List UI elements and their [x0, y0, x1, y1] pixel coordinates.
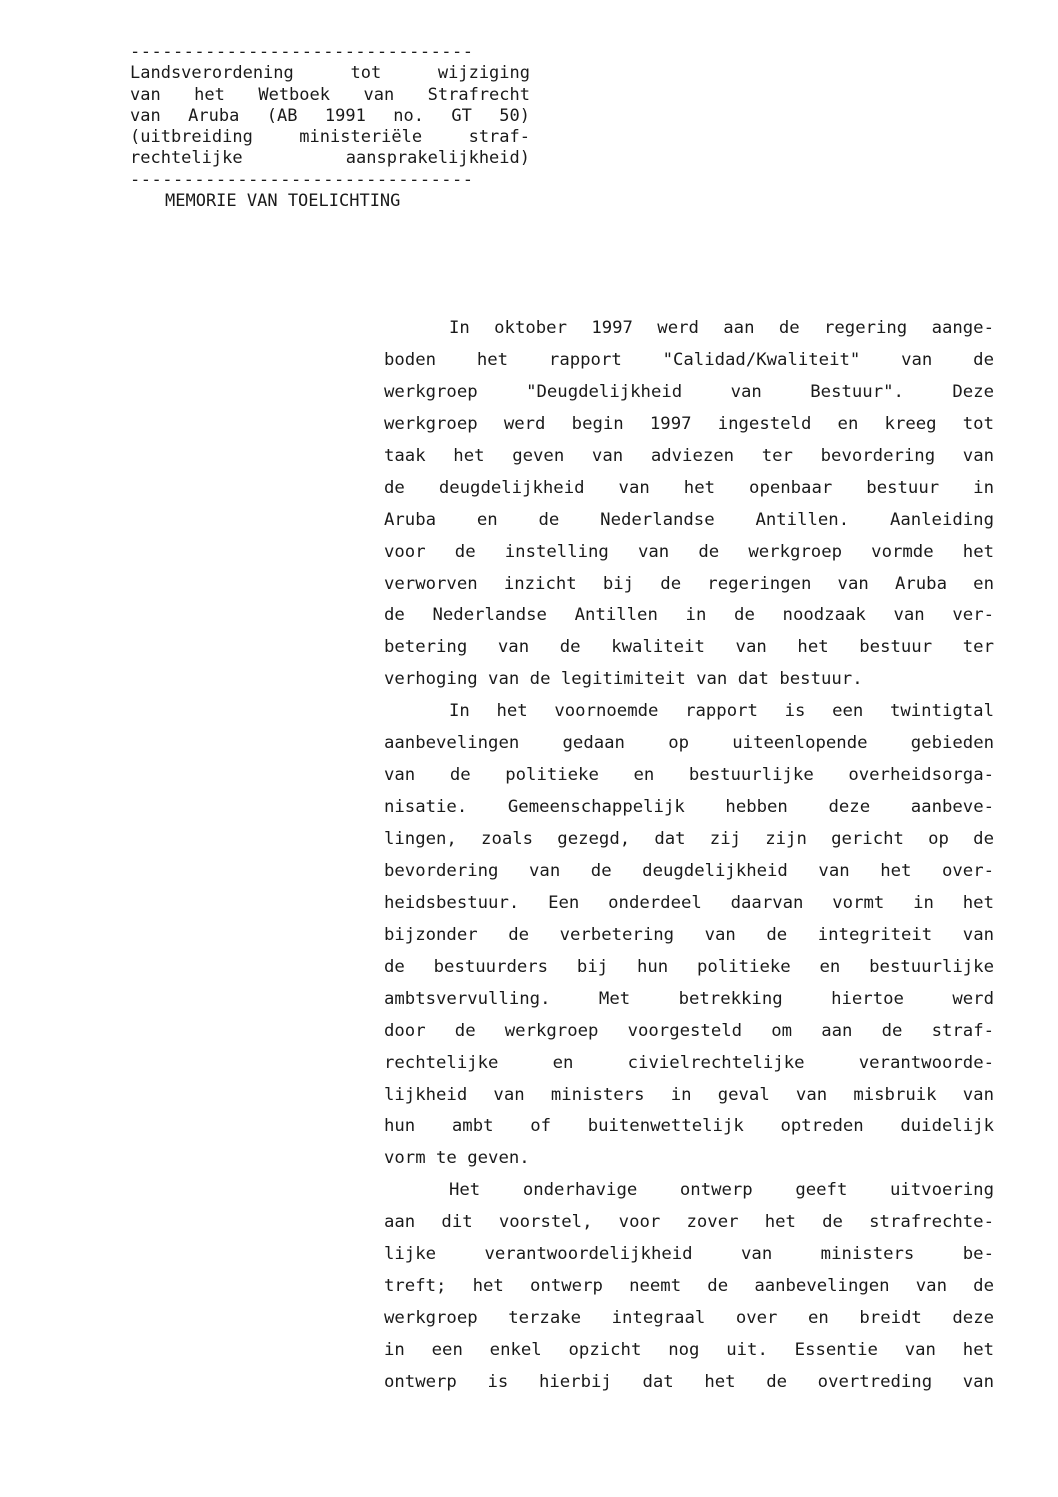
text-line: Het onderhavige ontwerp geeft uitvoering — [449, 1180, 994, 1201]
document-body — [384, 313, 994, 1399]
text-line: de bestuurders bij hun politieke en bestuurlijke — [384, 956, 994, 977]
paragraph-2 — [384, 696, 994, 1175]
text-line: lijke verantwoordelijkheid van ministers be- — [384, 1244, 994, 1265]
text-line: vorm te geven. — [384, 1148, 530, 1169]
text-line: werkgroep "Deugdelijkheid van Bestuur". Deze — [384, 381, 994, 402]
text-line: aan dit voorstel, voor zover het de strafrechte- — [384, 1212, 994, 1233]
text-line: In het voornoemde rapport is een twintigtal — [449, 701, 994, 722]
text-line: lingen, zoals gezegd, dat zij zijn gericht op de — [384, 829, 994, 849]
text-line: door de werkgroep voorgesteld om aan de straf- — [384, 1020, 994, 1041]
text-line: heidsbestuur. Een onderdeel daarvan vormt in het — [384, 892, 994, 913]
text-line: ambtsvervulling. Met betrekking hiertoe werd — [384, 988, 994, 1009]
text-line: van de politieke en bestuurlijke overheidsorga- — [384, 765, 994, 786]
text-line: rechtelijke en civielrechtelijke verantwoorde- — [384, 1052, 994, 1073]
text-line: de deugdelijkheid van het openbaar bestuur in — [384, 477, 994, 498]
title-line: rechtelijke aansprakelijkheid) — [130, 148, 530, 169]
text-line: In oktober 1997 werd aan de regering aange- — [449, 318, 994, 338]
header-rule-bottom: -------------------------------- — [130, 169, 474, 190]
text-line: nisatie. Gemeenschappelijk hebben deze aanbeve- — [384, 797, 994, 818]
text-line: werkgroep werd begin 1997 ingesteld en kreeg tot — [384, 413, 994, 434]
header-rule-top: -------------------------------- — [130, 42, 474, 62]
text-line: treft; het ontwerp neemt de aanbevelingen van de — [384, 1276, 994, 1297]
text-line: voor de instelling van de werkgroep vormde het — [384, 541, 994, 562]
paragraph-3 — [384, 1175, 994, 1399]
text-line: taak het geven van adviezen ter bevordering van — [384, 445, 994, 466]
text-line: in een enkel opzicht nog uit. Essentie van het — [384, 1340, 994, 1360]
document-header — [130, 42, 530, 212]
text-line: werkgroep terzake integraal over en breidt deze — [384, 1308, 994, 1329]
text-line: betering van de kwaliteit van het bestuur ter — [384, 637, 994, 658]
text-line: hun ambt of buitenwettelijk optreden duidelijk — [384, 1116, 994, 1137]
text-line: boden het rapport "Calidad/Kwaliteit" van de — [384, 349, 994, 370]
text-line: verhoging van de legitimiteit van dat bestuur. — [384, 669, 863, 690]
paragraph-1 — [384, 313, 994, 696]
text-line: verworven inzicht bij de regeringen van Aruba en — [384, 573, 994, 594]
text-line: de Nederlandse Antillen in de noodzaak van ver- — [384, 605, 994, 626]
title-line: Landsverordening tot wijziging — [130, 63, 530, 84]
title-line: (uitbreiding ministeriële straf- — [130, 127, 530, 148]
text-line: Aruba en de Nederlandse Antillen. Aanleiding — [384, 509, 994, 530]
document-title — [130, 63, 530, 169]
text-line: bevordering van de deugdelijkheid van het over- — [384, 860, 994, 881]
text-line: lijkheid van ministers in geval van misbruik van — [384, 1084, 994, 1105]
title-line: van Aruba (AB 1991 no. GT 50) — [130, 105, 530, 126]
title-line: van het Wetboek van Strafrecht — [130, 84, 530, 105]
document-subtitle: MEMORIE VAN TOELICHTING — [165, 191, 401, 212]
text-line: ontwerp is hierbij dat het de overtreding van — [384, 1371, 994, 1392]
text-line: aanbevelingen gedaan op uiteenlopende gebieden — [384, 733, 994, 754]
text-line: bijzonder de verbetering van de integriteit van — [384, 924, 994, 945]
